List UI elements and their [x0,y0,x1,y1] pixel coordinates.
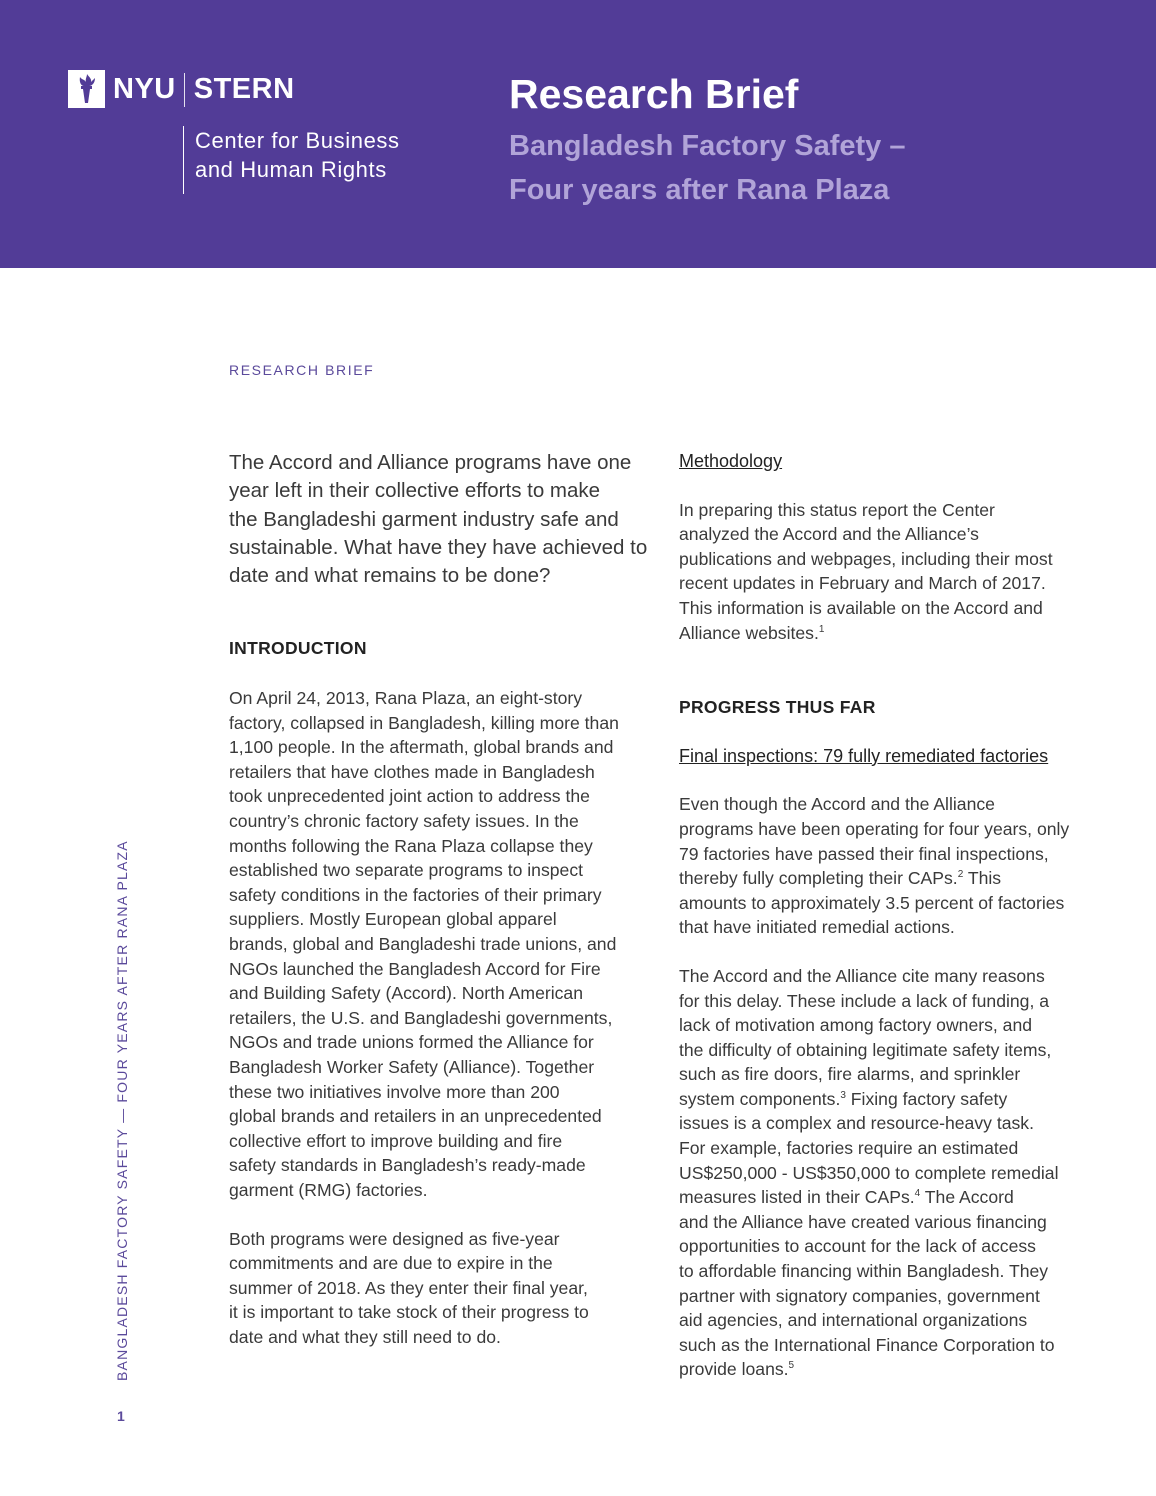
text-line: brands, global and Bangladeshi trade unions, and [229,934,617,955]
lead-line: The Accord and Alliance programs have one [229,451,632,474]
text-line: the difficulty of obtaining legitimate safety items, [679,1039,1052,1060]
text-fragment: This [963,868,1002,889]
text-line: US$250,000 - US$350,000 to complete remedial [679,1162,1059,1183]
text-line: Bangladesh Worker Safety (Alliance). Together [229,1056,595,1077]
text-line [679,866,1099,891]
footnote-ref: 3 [840,1090,846,1102]
text-line: NGOs launched the Bangladesh Accord for Fire [229,958,601,979]
text-line: retailers, the U.S. and Bangladeshi governments, [229,1007,613,1028]
text-line: established two separate programs to inspect [229,860,584,881]
text-line: and the Alliance have created various financing [679,1211,1047,1232]
center-name-line2: and Human Rights [195,157,387,182]
text-line: opportunities to account for the lack of access [679,1236,1036,1257]
page-number: 1 [117,1408,125,1424]
text-fragment: The Accord [920,1187,1014,1208]
text-line: safety standards in Bangladesh’s ready-made [229,1155,586,1176]
text-line: publications and webpages, including their most [679,548,1053,569]
section-label: RESEARCH BRIEF [229,362,375,378]
footnote-ref: 2 [957,869,964,881]
text-line: analyzed the Accord and the Alliance’s [679,524,979,545]
brief-subtitle-line1: Bangladesh Factory Safety – [509,130,906,162]
text-line: This information is available on the Accord and [679,597,1043,618]
introduction-heading: INTRODUCTION [229,638,367,659]
text-line: In preparing this status report the Center [679,499,995,520]
progress-paragraph-1 [679,792,1099,940]
text-line: safety conditions in the factories of their primary [229,884,602,905]
lead-line: year left in their collective efforts to make [229,479,601,503]
text-line: it is important to take stock of their progress to [229,1302,589,1323]
lead-line: the Bangladeshi garment industry safe and [229,507,619,531]
text-line: aid agencies, and international organizations [679,1310,1028,1331]
logo-nyu: NYU [113,73,176,105]
introduction-paragraph-1 [229,686,639,1202]
text-line: such as fire doors, fire alarms, and sprinkler [679,1064,1021,1085]
lead-paragraph [229,449,648,590]
text-line: these two initiatives involve more than 200 [229,1081,560,1102]
text-line: global brands and retailers in an unprecedented [229,1106,602,1127]
nyu-torch-logo-icon [68,70,105,108]
text-line: to affordable financing within Bangladesh. They [679,1261,1049,1282]
methodology-paragraph [679,498,1099,646]
text-line: For example, factories require an estimated [679,1138,1019,1159]
text-line: date and what they still need to do. [229,1326,501,1347]
text-line: amounts to approximately 3.5 percent of factories [679,892,1065,913]
methodology-heading: Methodology [679,451,783,471]
text-fragment: system components. [679,1088,841,1109]
text-line: The Accord and the Alliance cite many reasons [679,965,1045,986]
text-fragment: Alliance websites. [679,622,819,643]
logo-separator [184,73,185,107]
footnote-ref: 4 [914,1188,921,1200]
text-line: months following the Rana Plaza collapse they [229,835,593,856]
left-column [229,449,648,1350]
text-line: that have initiated remedial actions. [679,917,955,938]
progress-heading: PROGRESS THUS FAR [679,697,876,718]
text-line: On April 24, 2013, Rana Plaza, an eight-story [229,688,583,709]
vertical-running-title: BANGLADESH FACTORY SAFETY — FOUR YEARS AFTER RANA PLAZA [114,840,130,1381]
lead-line: date and what remains to be done? [229,564,551,588]
footnote-ref: 5 [788,1360,795,1372]
text-line: Even though the Accord and the Alliance [679,794,995,815]
text-line: commitments and are due to expire in the [229,1253,553,1274]
text-line [679,1087,1099,1112]
footnote-ref: 1 [818,623,825,635]
center-name-line1: Center for Business [195,128,400,153]
nyu-stern-wordmark [113,70,295,108]
text-fragment: Fixing factory safety [845,1088,1008,1109]
text-line: partner with signatory companies, government [679,1285,1040,1306]
text-line: NGOs and trade unions formed the Alliance for [229,1032,594,1053]
introduction-paragraph-2 [229,1227,639,1350]
text-line: for this delay. These include a lack of funding, a [679,990,1050,1011]
brief-subtitle-line2: Four years after Rana Plaza [509,174,890,206]
final-inspections-subheading: Final inspections: 79 fully remediated factories [679,745,1049,766]
text-line: retailers that have clothes made in Bangladesh [229,761,595,782]
text-line: suppliers. Mostly European global apparel [229,909,557,930]
text-line [679,1185,1099,1210]
text-fragment: provide loans. [679,1359,789,1380]
text-line: country’s chronic factory safety issues. In the [229,811,579,832]
text-line: took unprecedented joint action to address the [229,786,590,807]
text-line: and Building Safety (Accord). North American [229,983,583,1004]
progress-paragraph-2 [679,964,1099,1382]
text-line: summer of 2018. As they enter their final year, [229,1277,588,1298]
text-line: 79 factories have passed their final inspections, [679,843,1049,864]
text-fragment: measures listed in their CAPs. [679,1187,915,1208]
text-line: recent updates in February and March of 2017. [679,573,1046,594]
text-line: lack of motivation among factory owners, and [679,1015,1033,1036]
text-line [679,1357,1099,1382]
right-column [679,449,1099,1382]
text-line [679,621,1099,646]
center-name [183,126,400,194]
text-line: 1,100 people. In the aftermath, global brands and [229,737,614,758]
text-fragment: thereby fully completing their CAPs. [679,868,958,889]
brief-subtitle [509,124,1109,212]
text-line: such as the International Finance Corporation to [679,1334,1055,1355]
text-line: collective effort to improve building and fire [229,1130,563,1151]
header-banner [0,0,1156,268]
text-line: Both programs were designed as five-year [229,1228,560,1249]
text-line: programs have been operating for four years, only [679,818,1070,839]
lead-line: sustainable. What have they have achieved to [229,535,648,559]
text-line: garment (RMG) factories. [229,1179,428,1200]
logo-stern: STERN [193,73,295,105]
text-line: issues is a complex and resource-heavy task. [679,1113,1034,1134]
brief-title: Research Brief [509,71,799,117]
text-line: factory, collapsed in Bangladesh, killing more than [229,712,619,733]
